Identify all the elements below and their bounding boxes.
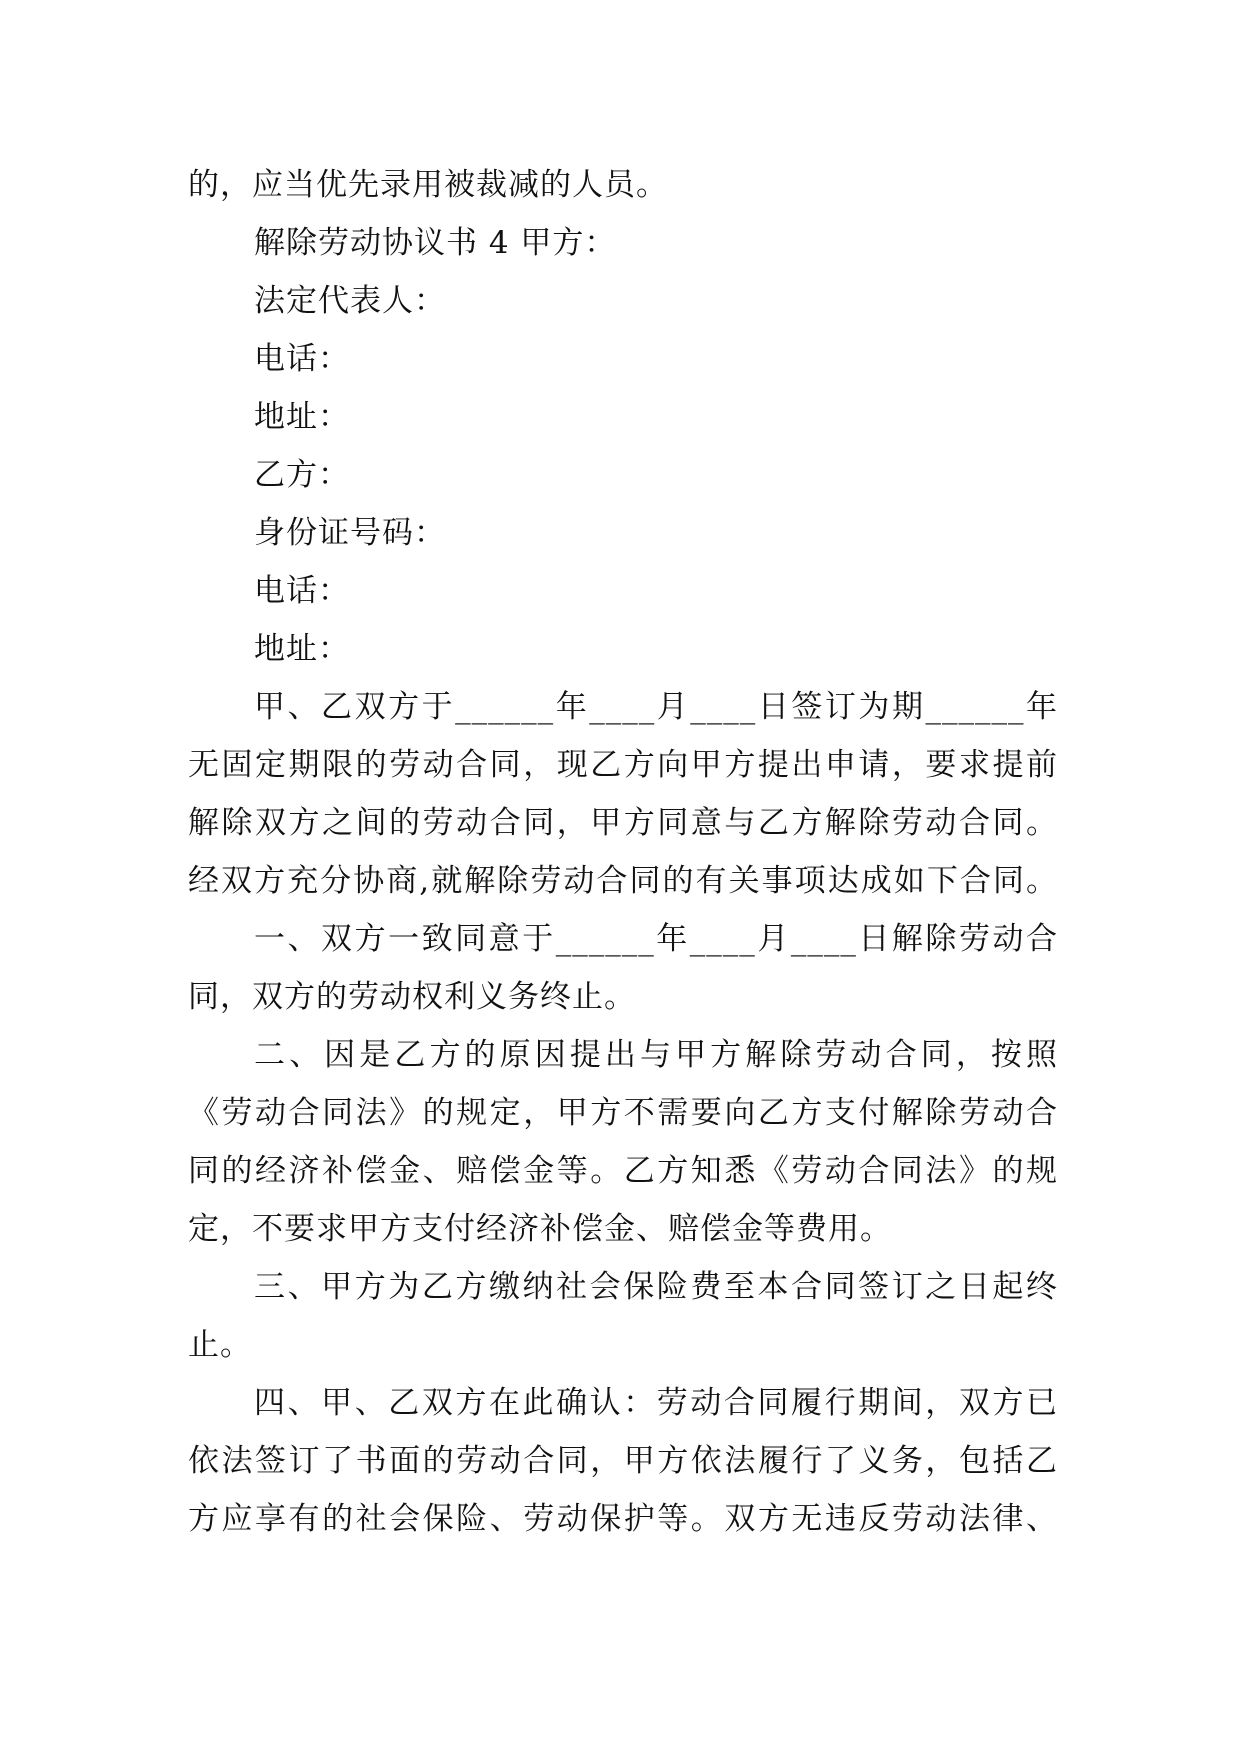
- text-line: 依法签订了书面的劳动合同，甲方依法履行了义务，包括乙: [188, 1443, 1058, 1479]
- text-line: 二、因是乙方的原因提出与甲方解除劳动合同，按照: [254, 1037, 1058, 1073]
- text-line: 电话：: [254, 573, 350, 609]
- text-line: 解除双方之间的劳动合同，甲方同意与乙方解除劳动合同。: [188, 805, 1058, 841]
- text-line: 法定代表人：: [254, 283, 446, 319]
- text-line: 经双方充分协商,就解除劳动合同的有关事项达成如下合同。: [188, 863, 1058, 899]
- text-line: 四、甲、乙双方在此确认：劳动合同履行期间，双方已: [254, 1385, 1058, 1421]
- document-body: [188, 156, 1058, 1548]
- text-line: 电话：: [254, 341, 350, 377]
- text-line: 无固定期限的劳动合同，现乙方向甲方提出申请，要求提前: [188, 747, 1058, 783]
- text-line: 三、甲方为乙方缴纳社会保险费至本合同签订之日起终: [254, 1269, 1058, 1305]
- text-line: 解除劳动协议书 4 甲方：: [254, 225, 617, 261]
- text-line: 乙方：: [254, 457, 350, 493]
- text-line: 地址：: [254, 399, 350, 435]
- text-line: 同的经济补偿金、赔偿金等。乙方知悉《劳动合同法》的规: [188, 1153, 1058, 1189]
- text-line: 方应享有的社会保险、劳动保护等。双方无违反劳动法律、: [188, 1501, 1058, 1537]
- text-line: 甲、乙双方于______年____月____日签订为期______年: [254, 689, 1058, 725]
- text-line: 《劳动合同法》的规定，甲方不需要向乙方支付解除劳动合: [188, 1095, 1058, 1131]
- text-line: 地址：: [254, 631, 350, 667]
- text-line: 同，双方的劳动权利义务终止。: [188, 979, 636, 1015]
- text-line: 身份证号码：: [254, 515, 446, 551]
- text-line: 一、双方一致同意于______年____月____日解除劳动合: [254, 921, 1058, 957]
- text-line: 定，不要求甲方支付经济补偿金、赔偿金等费用。: [188, 1211, 892, 1247]
- text-line: 止。: [188, 1327, 252, 1363]
- text-line: 的，应当优先录用被裁减的人员。: [188, 167, 668, 203]
